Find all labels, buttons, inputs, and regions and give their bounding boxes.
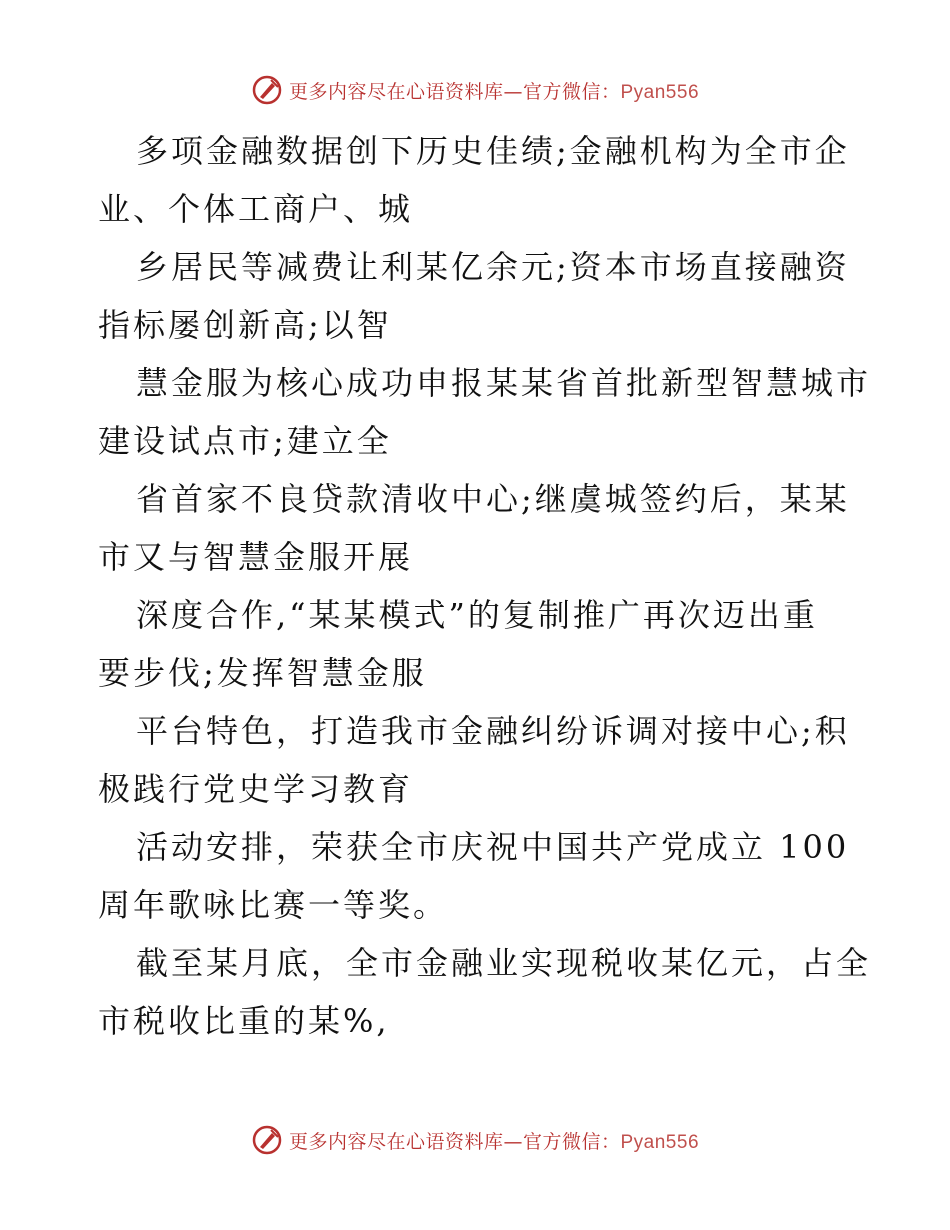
watermark-wechat-id: Pyan556: [620, 1131, 700, 1153]
paragraph-line: 业、个体工商户、城: [98, 190, 414, 228]
document-body: [98, 122, 872, 1050]
paragraph-line: 极践行党史学习教育: [98, 770, 414, 808]
quill-seal-icon: [251, 1124, 283, 1156]
paragraph-line: 建设试点市;建立全: [98, 422, 392, 460]
paragraph-line: 慧金服为核心成功申报某某省首批新型智慧城市: [136, 364, 872, 402]
paragraph-line: 周年歌咏比赛一等奖。: [98, 886, 449, 924]
watermark-main-text: 更多内容尽在心语资料库: [288, 80, 504, 103]
paragraph-line: 省首家不良贷款清收中心;继虞城签约后，某某: [136, 480, 850, 518]
watermark-wechat-label: 官方微信：: [522, 80, 621, 103]
watermark-wechat-id: Pyan556: [620, 81, 700, 103]
paragraph-line: 市又与智慧金服开展: [98, 538, 414, 576]
paragraph-line: 截至某月底，全市金融业实现税收某亿元，占全: [136, 944, 872, 982]
watermark-main-text: 更多内容尽在心语资料库: [288, 1130, 504, 1153]
header-watermark: [0, 70, 950, 110]
watermark-dash: —: [503, 1130, 523, 1153]
quill-seal-icon: [251, 74, 283, 106]
footer-watermark: [0, 1120, 950, 1160]
paragraph-line: 乡居民等减费让利某亿余元;资本市场直接融资: [136, 248, 850, 286]
paragraph-line: 平台特色，打造我市金融纠纷诉调对接中心;积: [136, 712, 850, 750]
paragraph-line: 指标屡创新高;以智: [98, 306, 392, 344]
paragraph-line: 多项金融数据创下历史佳绩;金融机构为全市企: [136, 132, 850, 170]
paragraph-line: 市税收比重的某%,: [98, 1002, 390, 1040]
paragraph-line: 活动安排，荣获全市庆祝中国共产党成立 100: [136, 828, 850, 866]
watermark-wechat-label: 官方微信：: [522, 1130, 621, 1153]
paragraph-line: 要步伐;发挥智慧金服: [98, 654, 427, 692]
watermark-dash: —: [503, 80, 523, 103]
paragraph-line: 深度合作,“某某模式”的复制推广再次迈出重: [136, 596, 818, 634]
